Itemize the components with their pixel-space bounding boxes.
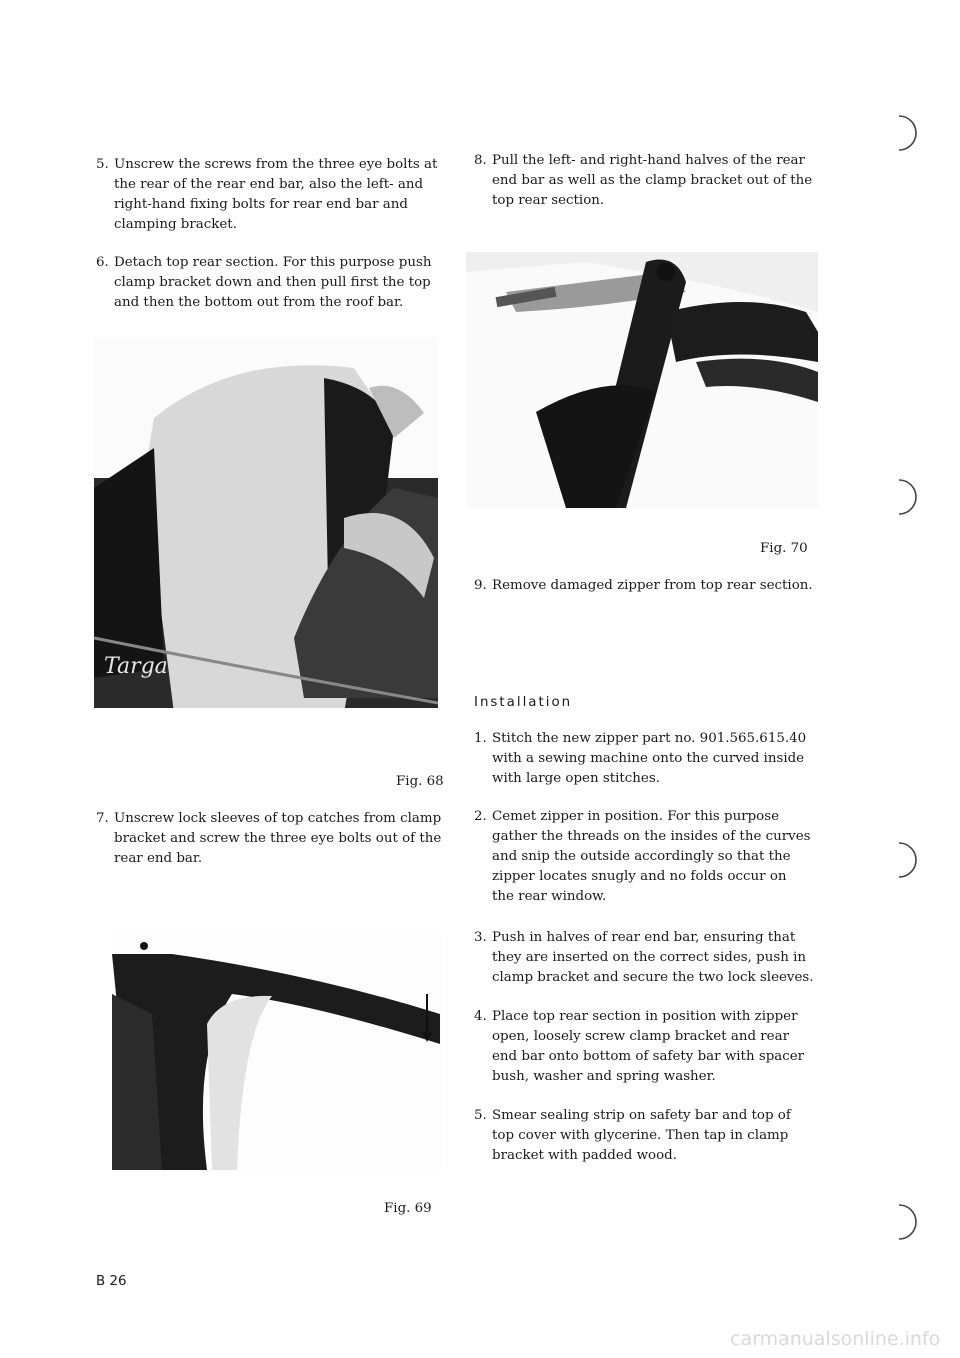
- step-text: Smear sealing strip on safety bar and top of top cover with glycerine. Then tap in clamp bracket with padded wood.: [492, 1108, 791, 1163]
- step-text: Stitch the new zipper part no. 901.565.615.40 with a sewing machine onto the curved inside with large open stitches.: [492, 731, 807, 786]
- figure-69-caption: Fig. 69: [384, 1201, 432, 1216]
- figure-70-caption: Fig. 70: [760, 541, 808, 556]
- step-text: Pull the left- and right-hand halves of the rear end bar as well as the clamp bracket out of the top rear section.: [492, 153, 813, 208]
- step-text: Unscrew the screws from the three eye bolts at the rear of the rear end bar, also the left- and right-hand fixing bolts for rear end bar and clamping bracket.: [114, 157, 438, 232]
- binder-hole-icon: [893, 1199, 927, 1245]
- step-number: 8.: [474, 153, 487, 168]
- step-text: Place top rear section in position with zipper open, loosely screw clamp bracket and rear end bar onto bottom of safety bar with spacer bush, washer and spring washer.: [492, 1009, 805, 1084]
- figure-68-illustration: [94, 338, 438, 738]
- step-9: [474, 576, 834, 596]
- step-text: Cemet zipper in position. For this purpose gather the threads on the insides of the curves and snip the outside accordingly so that the zipper locates snugly and no folds occur on the rear window.: [492, 809, 811, 904]
- figure-68-caption: Fig. 68: [396, 774, 444, 789]
- step-number: 2.: [474, 809, 487, 824]
- watermark: carmanualsonline.info: [730, 1328, 941, 1350]
- install-step-2: [474, 807, 834, 907]
- binder-hole-icon: [893, 474, 927, 520]
- install-step-3: [474, 928, 844, 988]
- step-text: Unscrew lock sleeves of top catches from clamp bracket and screw the three eye bolts out of the rear end bar.: [114, 811, 442, 866]
- step-number: 6.: [96, 255, 109, 270]
- binder-hole-icon: [893, 837, 927, 883]
- step-6: [96, 253, 456, 313]
- step-number: 7.: [96, 811, 109, 826]
- figure-68-photo: [94, 338, 438, 738]
- figure-70-illustration: [466, 252, 818, 508]
- svg-text:Targa: Targa: [104, 654, 168, 679]
- step-number: 3.: [474, 930, 487, 945]
- step-5: [96, 155, 456, 235]
- page-number: B 26: [96, 1274, 127, 1289]
- step-text: Remove damaged zipper from top rear section.: [492, 578, 813, 593]
- step-text: Detach top rear section. For this purpose push clamp bracket down and then pull first the top and then the bottom out from the roof bar.: [114, 255, 432, 310]
- figure-69-photo: [112, 934, 442, 1170]
- installation-heading: Installation: [474, 695, 573, 710]
- step-number: 5.: [474, 1108, 487, 1123]
- step-number: 4.: [474, 1009, 487, 1024]
- install-step-1: [474, 729, 834, 789]
- step-text: Push in halves of rear end bar, ensuring that they are inserted on the correct sides, push in clamp bracket and secure the two lock sleeves.: [492, 930, 814, 985]
- step-7: [96, 809, 456, 869]
- install-step-5: [474, 1106, 834, 1166]
- step-8: [474, 151, 834, 211]
- step-number: 9.: [474, 578, 487, 593]
- figure-69-illustration: [112, 934, 442, 1170]
- install-step-4: [474, 1007, 834, 1087]
- figure-70-photo: [466, 252, 818, 508]
- step-number: 5.: [96, 157, 109, 172]
- binder-hole-icon: [893, 110, 927, 156]
- step-number: 1.: [474, 731, 487, 746]
